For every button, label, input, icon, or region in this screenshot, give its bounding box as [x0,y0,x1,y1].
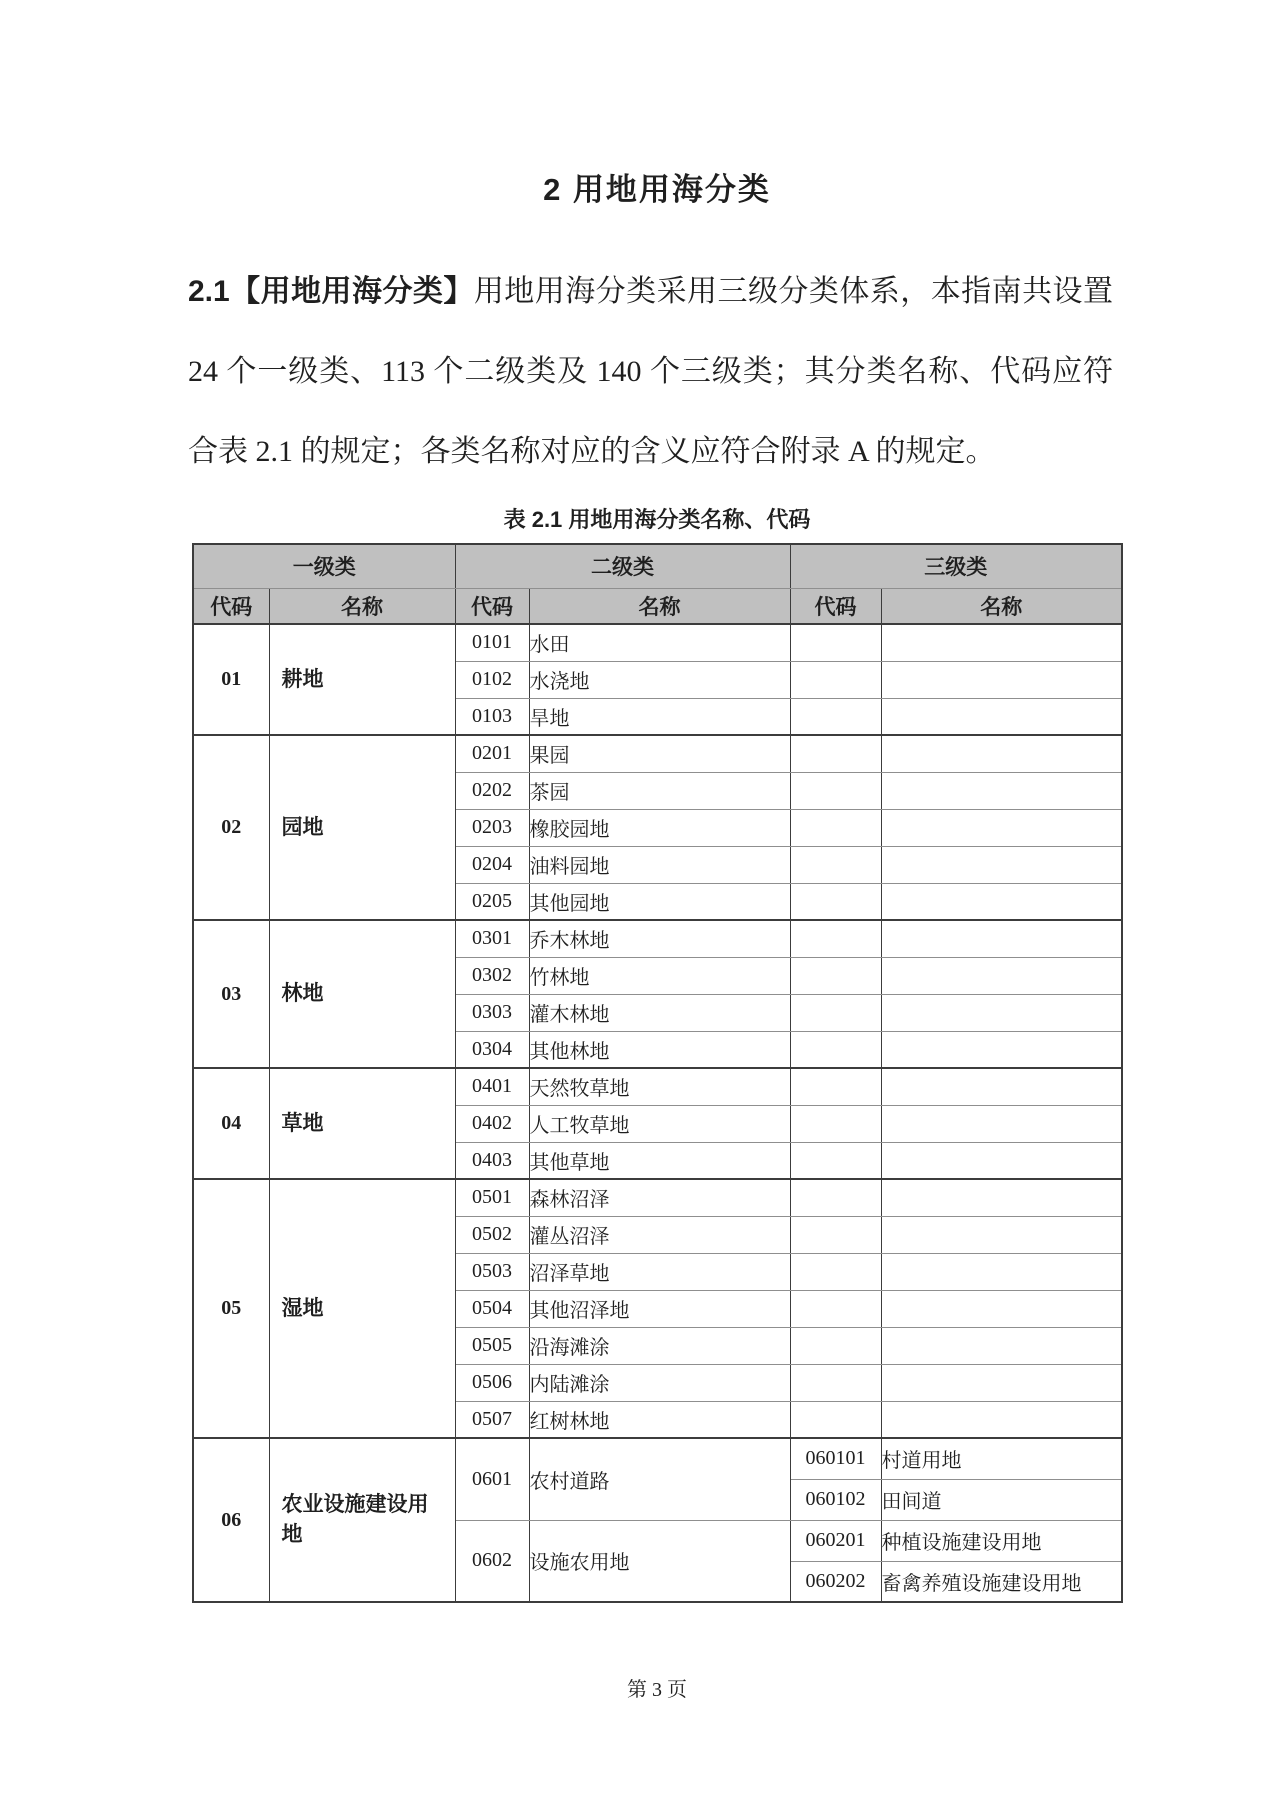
l1-name-cell: 草地 [269,1068,455,1179]
l3-name-cell: 种植设施建设用地 [881,1520,1122,1561]
header-l3-name: 名称 [881,588,1122,624]
l3-name-empty-cell [881,994,1122,1031]
l3-code-empty-cell [790,809,881,846]
l2-name-cell: 水田 [529,624,790,661]
l2-code-cell: 0103 [455,698,529,735]
l3-code-empty-cell [790,1290,881,1327]
section-paragraph [188,252,1113,492]
l2-code-cell: 0402 [455,1105,529,1142]
l3-code-empty-cell [790,1105,881,1142]
paragraph-term-label: 2.1【用地用海分类】 [188,275,474,308]
l3-code-empty-cell [790,957,881,994]
header-level3: 三级类 [790,544,1122,588]
l3-code-cell: 060202 [790,1561,881,1602]
l2-code-cell: 0502 [455,1216,529,1253]
l3-name-empty-cell [881,1401,1122,1438]
l3-name-empty-cell [881,1031,1122,1068]
table-row [193,920,1122,957]
l3-name-empty-cell [881,1253,1122,1290]
l3-name-empty-cell [881,1327,1122,1364]
page-footer: 第 3 页 [627,1679,687,1701]
l2-name-cell: 乔木林地 [529,920,790,957]
l2-name-cell: 设施农用地 [529,1520,790,1602]
l2-code-cell: 0102 [455,661,529,698]
l1-name-cell: 湿地 [269,1179,455,1438]
l3-name-cell: 畜禽养殖设施建设用地 [881,1561,1122,1602]
header-l1-code: 代码 [193,588,269,624]
l2-name-cell: 沿海滩涂 [529,1327,790,1364]
l2-code-cell: 0401 [455,1068,529,1105]
table-row [193,1438,1122,1479]
l3-name-cell: 田间道 [881,1479,1122,1520]
l3-code-cell: 060102 [790,1479,881,1520]
table-header-row-levels [193,544,1122,588]
l3-code-cell: 060201 [790,1520,881,1561]
l2-code-cell: 0304 [455,1031,529,1068]
l2-name-cell: 果园 [529,735,790,772]
l1-code-cell: 02 [193,735,269,920]
l2-code-cell: 0101 [455,624,529,661]
table-row [193,1179,1122,1216]
l2-code-cell: 0204 [455,846,529,883]
l3-code-empty-cell [790,1327,881,1364]
l3-code-cell: 060101 [790,1438,881,1479]
l2-name-cell: 水浇地 [529,661,790,698]
l2-name-cell: 森林沼泽 [529,1179,790,1216]
header-l2-code: 代码 [455,588,529,624]
l2-code-cell: 0505 [455,1327,529,1364]
l3-name-empty-cell [881,957,1122,994]
l2-code-cell: 0507 [455,1401,529,1438]
l2-code-cell: 0303 [455,994,529,1031]
l3-code-empty-cell [790,1401,881,1438]
l3-code-empty-cell [790,772,881,809]
l3-code-empty-cell [790,735,881,772]
page-content [188,0,1122,1810]
l3-name-cell: 村道用地 [881,1438,1122,1479]
l1-name-cell: 林地 [269,920,455,1068]
table-row [193,624,1122,661]
l1-code-cell: 01 [193,624,269,735]
l2-code-cell: 0403 [455,1142,529,1179]
l1-code-cell: 05 [193,1179,269,1438]
l3-name-empty-cell [881,920,1122,957]
l3-name-empty-cell [881,1068,1122,1105]
l3-name-empty-cell [881,1105,1122,1142]
l2-name-cell: 油料园地 [529,846,790,883]
table-row [193,1068,1122,1105]
l3-code-empty-cell [790,1179,881,1216]
l3-code-empty-cell [790,661,881,698]
l3-name-empty-cell [881,661,1122,698]
l3-code-empty-cell [790,1068,881,1105]
l3-name-empty-cell [881,846,1122,883]
l3-name-empty-cell [881,735,1122,772]
l3-code-empty-cell [790,994,881,1031]
l3-code-empty-cell [790,698,881,735]
l1-name-cell: 耕地 [269,624,455,735]
table-caption: 表 2.1 用地用海分类名称、代码 [503,507,811,532]
l2-code-cell: 0205 [455,883,529,920]
l3-name-empty-cell [881,1364,1122,1401]
l1-name-cell: 园地 [269,735,455,920]
classification-table [192,543,1123,1603]
l2-name-cell: 灌丛沼泽 [529,1216,790,1253]
header-l1-name: 名称 [269,588,455,624]
l2-code-cell: 0501 [455,1179,529,1216]
l3-name-empty-cell [881,1290,1122,1327]
l2-name-cell: 旱地 [529,698,790,735]
l3-name-empty-cell [881,698,1122,735]
l2-code-cell: 0601 [455,1438,529,1520]
l2-name-cell: 农村道路 [529,1438,790,1520]
page-title: 2 用地用海分类 [543,172,771,207]
l3-name-empty-cell [881,809,1122,846]
l3-name-empty-cell [881,772,1122,809]
header-l3-code: 代码 [790,588,881,624]
l2-name-cell: 沼泽草地 [529,1253,790,1290]
l2-name-cell: 天然牧草地 [529,1068,790,1105]
l3-code-empty-cell [790,1142,881,1179]
l3-name-empty-cell [881,1142,1122,1179]
l2-name-cell: 竹林地 [529,957,790,994]
l2-code-cell: 0602 [455,1520,529,1602]
header-level1: 一级类 [193,544,455,588]
l2-name-cell: 内陆滩涂 [529,1364,790,1401]
l2-name-cell: 橡胶园地 [529,809,790,846]
l2-code-cell: 0503 [455,1253,529,1290]
l2-name-cell: 其他林地 [529,1031,790,1068]
l2-name-cell: 红树林地 [529,1401,790,1438]
l3-code-empty-cell [790,920,881,957]
l2-name-cell: 其他草地 [529,1142,790,1179]
l2-name-cell: 灌木林地 [529,994,790,1031]
l2-name-cell: 其他沼泽地 [529,1290,790,1327]
l3-name-empty-cell [881,883,1122,920]
l2-name-cell: 其他园地 [529,883,790,920]
table-header-row-fields [193,588,1122,624]
l3-code-empty-cell [790,1216,881,1253]
l2-code-cell: 0302 [455,957,529,994]
l1-code-cell: 06 [193,1438,269,1602]
l1-code-cell: 03 [193,920,269,1068]
l1-name-cell: 农业设施建设用地 [269,1438,455,1602]
l3-name-empty-cell [881,1216,1122,1253]
l3-code-empty-cell [790,1364,881,1401]
l3-code-empty-cell [790,846,881,883]
l3-code-empty-cell [790,1253,881,1290]
l3-code-empty-cell [790,624,881,661]
l3-name-empty-cell [881,624,1122,661]
l2-code-cell: 0504 [455,1290,529,1327]
l2-name-cell: 茶园 [529,772,790,809]
l2-code-cell: 0202 [455,772,529,809]
l2-code-cell: 0301 [455,920,529,957]
table-header [193,544,1122,624]
table-row [193,735,1122,772]
header-l2-name: 名称 [529,588,790,624]
l3-code-empty-cell [790,883,881,920]
l2-code-cell: 0203 [455,809,529,846]
l2-name-cell: 人工牧草地 [529,1105,790,1142]
paragraph-text: 用地用海分类采用三级分类体系，本指南共设置 24 个一级类、113 个二级类及 140 个三级类；其分类名称、代码应符合表 2.1 的规定；各类名称对应的含义应符合附录 A 的规定。 [188,275,1113,468]
header-level2: 二级类 [455,544,790,588]
l3-code-empty-cell [790,1031,881,1068]
l2-code-cell: 0506 [455,1364,529,1401]
l2-code-cell: 0201 [455,735,529,772]
classification-table-body [193,624,1122,1602]
l1-code-cell: 04 [193,1068,269,1179]
l3-name-empty-cell [881,1179,1122,1216]
